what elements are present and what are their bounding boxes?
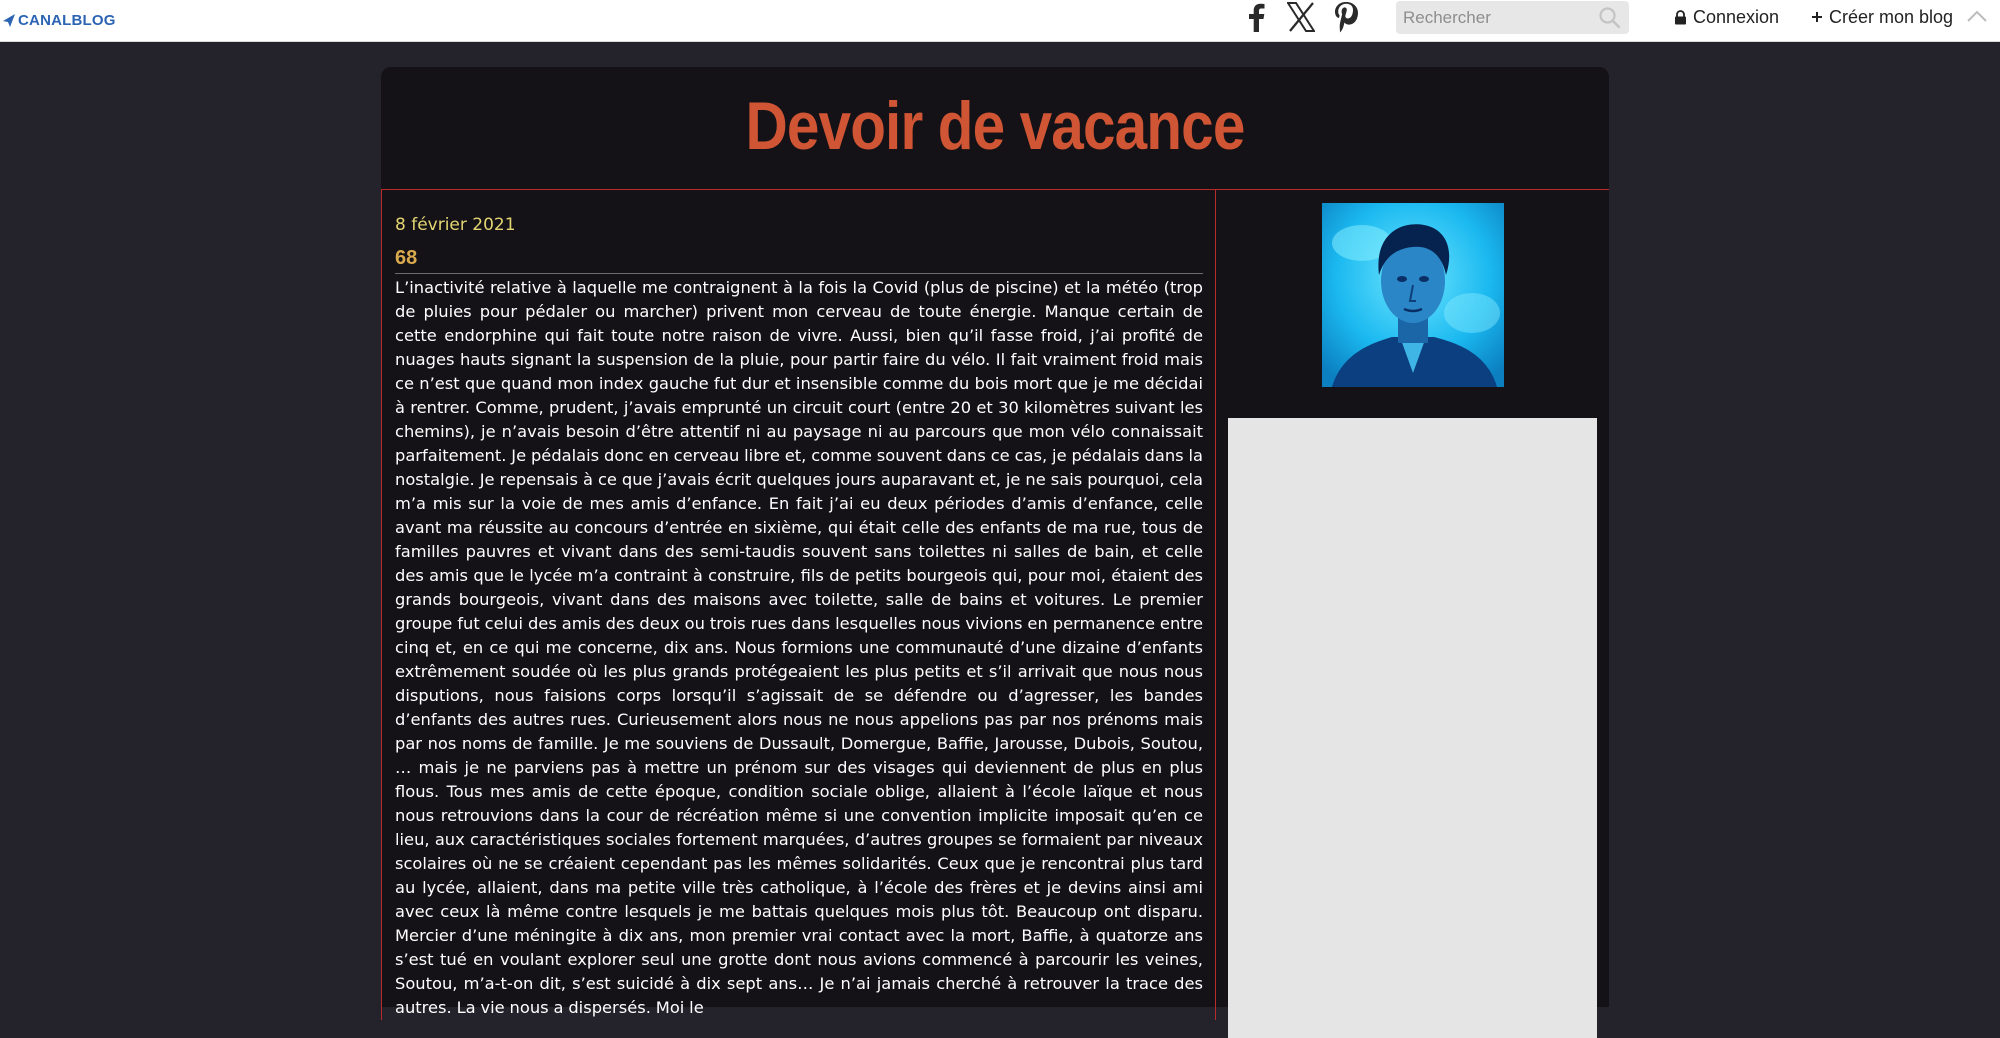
post-title[interactable]: 68 (395, 247, 1203, 274)
search-box (1396, 1, 1629, 34)
post-column (381, 190, 1216, 1020)
search-button[interactable] (1599, 7, 1620, 32)
chevron-up-icon (1966, 9, 1988, 23)
plus-icon (1811, 11, 1823, 23)
blog-container (381, 67, 1609, 1017)
create-blog-label: Créer mon blog (1829, 6, 1954, 27)
search-icon (1599, 7, 1620, 28)
pinterest-link[interactable] (1333, 0, 1359, 34)
canalblog-logo[interactable] (3, 8, 116, 32)
sidebar (1216, 190, 1609, 1020)
create-blog-link[interactable] (1811, 6, 1953, 28)
login-label: Connexion (1693, 6, 1780, 27)
portrait-image (1322, 203, 1504, 387)
top-bar (0, 0, 2000, 42)
ad-placeholder (1228, 418, 1597, 1038)
canalblog-arrow-icon (3, 14, 15, 27)
facebook-icon (1244, 2, 1268, 32)
search-input[interactable] (1396, 1, 1596, 34)
content-box (381, 189, 1609, 1019)
scroll-top-button[interactable] (1966, 8, 1988, 27)
post-date: 8 février 2021 (395, 215, 516, 235)
lock-icon (1674, 10, 1687, 25)
post-body: L’inactivité relative à laquelle me contraignent à la fois la Covid (plus de piscine) et la météo (trop de pluies pour pédaler ou marcher) privent mon cerveau de toute énergie. Manque certain de cette endorphine qui fait toute notre raison de vivre. Aussi, bien qu’il fasse froid, j’ai profité de nuages hauts signant la suspension de la pluie, pour partir faire du vélo. Il fait vraiment froid mais ce n’est que quand mon index gauche fut dur et insensible comme du bois mort que je me décidai à rentrer. Comme, prudent, j’avais emprunté un circuit court (entre 20 et 30 kilomètres suivant les chemins), je n’avais besoin d’être attentif ni au paysage ni au parcours que mon vélo connaissait parfaitement. Je pédalais donc en cerveau libre et, comme souvent dans ce cas, je pédalais dans la nostalgie. Je repensais à ce que j’avais écrit quelques jours auparavant et, je ne sais pourquoi, cela m’a mis sur la voie de mes amis d’enfance. En fait j’ai eu deux périodes d’amis d’enfance, celle avant ma réussite au concours d’entrée en sixième, qui était celle des enfants de ma rue, tous de familles pauvres et vivant dans des semi-taudis souvent sans toilettes ni salles de bain, et celle des amis que le lycée m’a contraint à construire, fils de petits bourgeois qui, pour moi, étaient des grands bourgeois, vivant dans des maisons avec toilette, salle de bains et voitures. Le premier groupe fut celui des amis des deux ou trois rues dans lesquelles nous vivions en permanence entre cinq et, en ce qui me concerne, dix ans. Nous formions une communauté d’une dizaine d’enfants extrêmement soudée où les plus grands protégeaient les plus petits et s’il arrivait que nous nous disputions, nous faisions corps lorsqu’il s’agissait de se défendre ou d’agresser, les bandes d’enfants des autres rues. Curieusement alors nous ne nous appelions pas par nos prénoms mais par nos noms de famille. Je me souviens de Dussault, Domergue, Baffie, Jarousse, Dubois, Soutou, … mais je ne parviens pas à mettre un prénom sur des visages qui deviennent de plus en plus flous. Tous mes amis de cette époque, condition sociale oblige, allaient à l’école laïque et nous nous retrouvions dans la cour de récréation même si une convention implicite imposait qu’en ce lieu, aux caractéristiques sociales fortement marquées, d’autres groupes se formaient par niveaux scolaires où ne se créaient cependant pas les mêmes solidarités. Ceux que je rencontrai plus tard au lycée, allaient, dans ma petite ville très catholique, à l’école des frères et je devins ainsi ami avec ceux là même contre lesquels je me battais quelques mois plus tôt. Beaucoup ont disparu. Mercier d’une méningite à dix ans, mon premier vrai contact avec la mort, Baffie, à quatorze ans s’est tué en voulant explorer seul une grotte dont nous avions commencé à parcourir les veines, Soutou, m’a-t-on dit, s’est suicidé à dix sept ans… Je n’ai jamais cherché à retrouver la trace des autres. La vie nous a dispersés. Moi le (395, 278, 1203, 1017)
profile-avatar[interactable] (1322, 203, 1504, 387)
x-twitter-icon (1287, 2, 1315, 32)
login-link[interactable] (1674, 6, 1779, 28)
logo-text: CANALBLOG (18, 11, 116, 29)
pinterest-icon (1333, 1, 1359, 33)
x-twitter-link[interactable] (1287, 0, 1315, 34)
facebook-link[interactable] (1244, 0, 1268, 34)
blog-title[interactable]: Devoir de vacance (745, 88, 1245, 164)
